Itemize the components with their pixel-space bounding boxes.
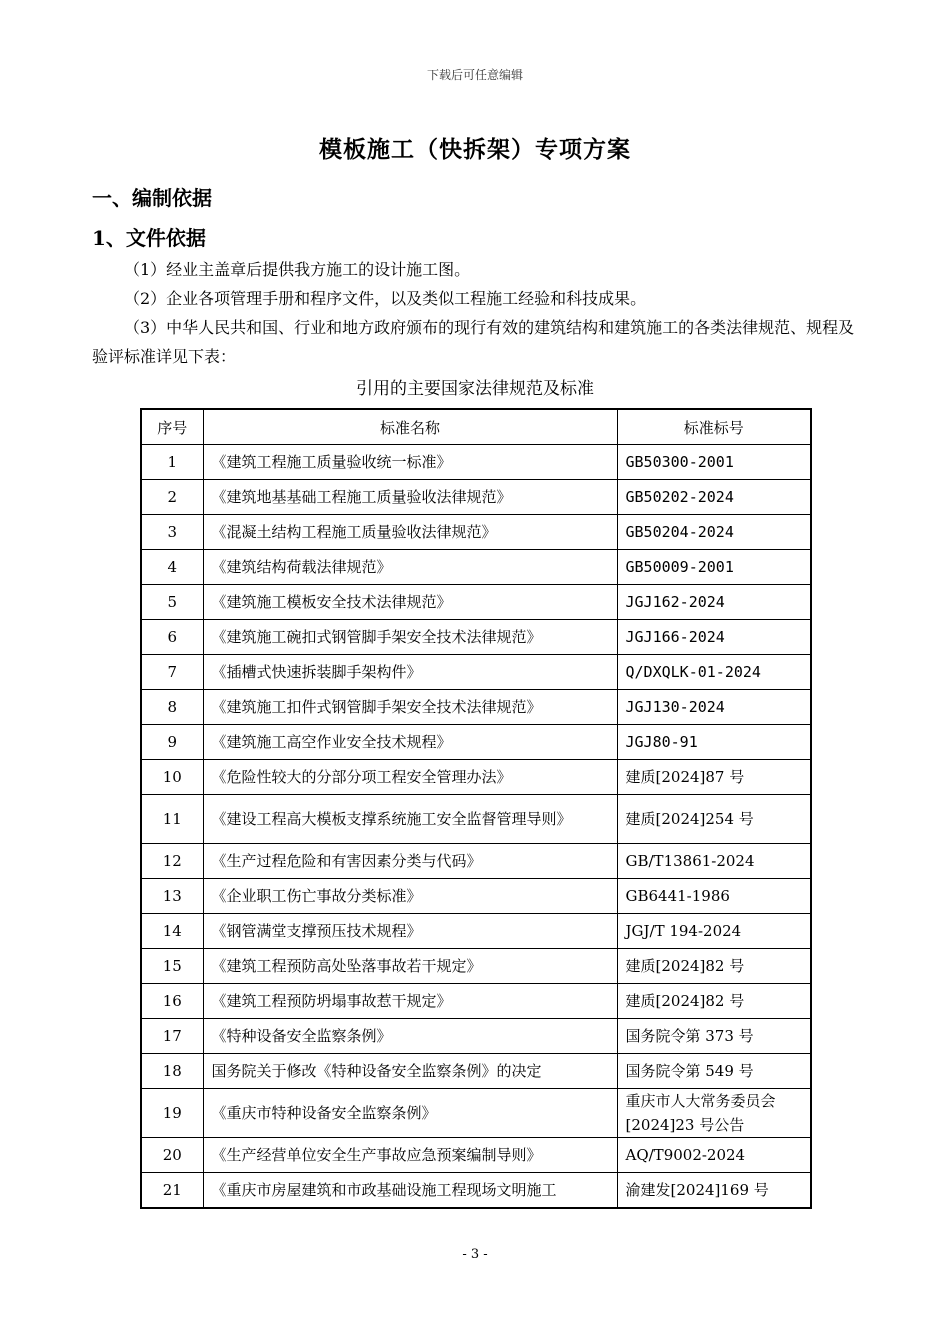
table-row <box>141 1138 811 1173</box>
table-row <box>141 515 811 550</box>
header-note: 下载后可任意编辑 <box>426 68 523 82</box>
row-standard-code: GB6441-1986 <box>617 879 811 914</box>
row-index: 2 <box>141 480 203 515</box>
paragraph-3: （3）中华人民共和国、行业和地方政府颁布的现行有效的建筑结构和建筑施工的各类法律规范、规程及验评标准详见下表： <box>92 318 855 366</box>
row-index: 5 <box>141 585 203 620</box>
table-row <box>141 725 811 760</box>
row-standard-code: Q/DXQLK-01-2024 <box>617 655 811 690</box>
row-standard-code: JGJ162-2024 <box>617 585 811 620</box>
row-standard-name: 《生产经营单位安全生产事故应急预案编制导则》 <box>203 1138 617 1173</box>
table-row <box>141 655 811 690</box>
table-row <box>141 480 811 515</box>
table-header-row <box>141 409 811 445</box>
row-standard-name: 《建筑施工高空作业安全技术规程》 <box>203 725 617 760</box>
row-standard-code: 重庆市人大常务委员会[2024]23 号公告 <box>617 1089 811 1138</box>
row-standard-code: GB50204-2024 <box>617 515 811 550</box>
table-row <box>141 949 811 984</box>
row-standard-code: GB/T13861-2024 <box>617 844 811 879</box>
row-index: 7 <box>141 655 203 690</box>
row-standard-name: 《建筑施工扣件式钢管脚手架安全技术法律规范》 <box>203 690 617 725</box>
row-index: 6 <box>141 620 203 655</box>
row-standard-code: JGJ80-91 <box>617 725 811 760</box>
row-standard-name: 国务院关于修改《特种设备安全监察条例》的决定 <box>203 1054 617 1089</box>
row-standard-name: 《重庆市房屋建筑和市政基础设施工程现场文明施工 <box>203 1173 617 1209</box>
row-standard-name: 《建筑施工碗扣式钢管脚手架安全技术法律规范》 <box>203 620 617 655</box>
row-standard-code: 建质[2024]82 号 <box>617 949 811 984</box>
table-row <box>141 585 811 620</box>
row-index: 10 <box>141 760 203 795</box>
table-row <box>141 795 811 844</box>
row-index: 16 <box>141 984 203 1019</box>
row-standard-code: JGJ130-2024 <box>617 690 811 725</box>
row-standard-code: GB50202-2024 <box>617 480 811 515</box>
row-index: 1 <box>141 445 203 480</box>
row-index: 18 <box>141 1054 203 1089</box>
row-standard-code: 建质[2024]87 号 <box>617 760 811 795</box>
row-standard-name: 《建筑工程施工质量验收统一标准》 <box>203 445 617 480</box>
row-index: 11 <box>141 795 203 844</box>
row-index: 15 <box>141 949 203 984</box>
table-body <box>141 445 811 1209</box>
row-standard-code: 建质[2024]82 号 <box>617 984 811 1019</box>
table-row <box>141 1089 811 1138</box>
row-standard-name: 《建筑地基基础工程施工质量验收法律规范》 <box>203 480 617 515</box>
table-row <box>141 984 811 1019</box>
row-standard-name: 《钢管满堂支撑预压技术规程》 <box>203 914 617 949</box>
row-index: 14 <box>141 914 203 949</box>
row-standard-code: GB50009-2001 <box>617 550 811 585</box>
row-standard-name: 《企业职工伤亡事故分类标准》 <box>203 879 617 914</box>
table-row <box>141 914 811 949</box>
standards-table <box>140 408 812 1209</box>
row-standard-name: 《插槽式快速拆装脚手架构件》 <box>203 655 617 690</box>
row-standard-name: 《重庆市特种设备安全监察条例》 <box>203 1089 617 1138</box>
row-standard-name: 《建设工程高大模板支撑系统施工安全监督管理导则》 <box>203 795 617 844</box>
row-standard-code: 建质[2024]254 号 <box>617 795 811 844</box>
row-standard-name: 《生产过程危险和有害因素分类与代码》 <box>203 844 617 879</box>
row-standard-code: JGJ/T 194-2024 <box>617 914 811 949</box>
row-standard-name: 《建筑施工模板安全技术法律规范》 <box>203 585 617 620</box>
row-index: 17 <box>141 1019 203 1054</box>
row-index: 12 <box>141 844 203 879</box>
row-index: 8 <box>141 690 203 725</box>
document-title: 模板施工（快拆架）专项方案 <box>319 136 631 163</box>
table-row <box>141 1173 811 1209</box>
row-index: 13 <box>141 879 203 914</box>
row-standard-code: 国务院令第 549 号 <box>617 1054 811 1089</box>
table-row <box>141 690 811 725</box>
table-row <box>141 550 811 585</box>
row-standard-code: JGJ166-2024 <box>617 620 811 655</box>
row-standard-code: 渝建发[2024]169 号 <box>617 1173 811 1209</box>
row-standard-name: 《建筑结构荷载法律规范》 <box>203 550 617 585</box>
row-index: 9 <box>141 725 203 760</box>
table-row <box>141 844 811 879</box>
subsection-heading: 1、文件依据 <box>92 226 206 250</box>
section-heading: 一、编制依据 <box>92 186 212 210</box>
table-row <box>141 620 811 655</box>
table-row <box>141 445 811 480</box>
row-standard-name: 《危险性较大的分部分项工程安全管理办法》 <box>203 760 617 795</box>
row-standard-name: 《特种设备安全监察条例》 <box>203 1019 617 1054</box>
header-index: 序号 <box>141 409 203 445</box>
row-standard-code: 国务院令第 373 号 <box>617 1019 811 1054</box>
table-caption: 引用的主要国家法律规范及标准 <box>356 379 594 399</box>
row-index: 20 <box>141 1138 203 1173</box>
table-row <box>141 1054 811 1089</box>
row-index: 19 <box>141 1089 203 1138</box>
paragraph-1: （1）经业主盖章后提供我方施工的设计施工图。 <box>124 260 471 279</box>
table-row <box>141 1019 811 1054</box>
paragraph-2: （2）企业各项管理手册和程序文件，以及类似工程施工经验和科技成果。 <box>124 289 647 308</box>
row-standard-code: GB50300-2001 <box>617 445 811 480</box>
row-index: 21 <box>141 1173 203 1209</box>
row-index: 3 <box>141 515 203 550</box>
row-standard-code: AQ/T9002-2024 <box>617 1138 811 1173</box>
header-standard-name: 标准名称 <box>203 409 617 445</box>
page-number: - 3 - <box>462 1247 488 1262</box>
table-row <box>141 879 811 914</box>
row-standard-name: 《建筑工程预防坍塌事故惹干规定》 <box>203 984 617 1019</box>
row-standard-name: 《混凝土结构工程施工质量验收法律规范》 <box>203 515 617 550</box>
header-standard-code: 标准标号 <box>617 409 811 445</box>
row-standard-name: 《建筑工程预防高处坠落事故若干规定》 <box>203 949 617 984</box>
table-row <box>141 760 811 795</box>
row-index: 4 <box>141 550 203 585</box>
